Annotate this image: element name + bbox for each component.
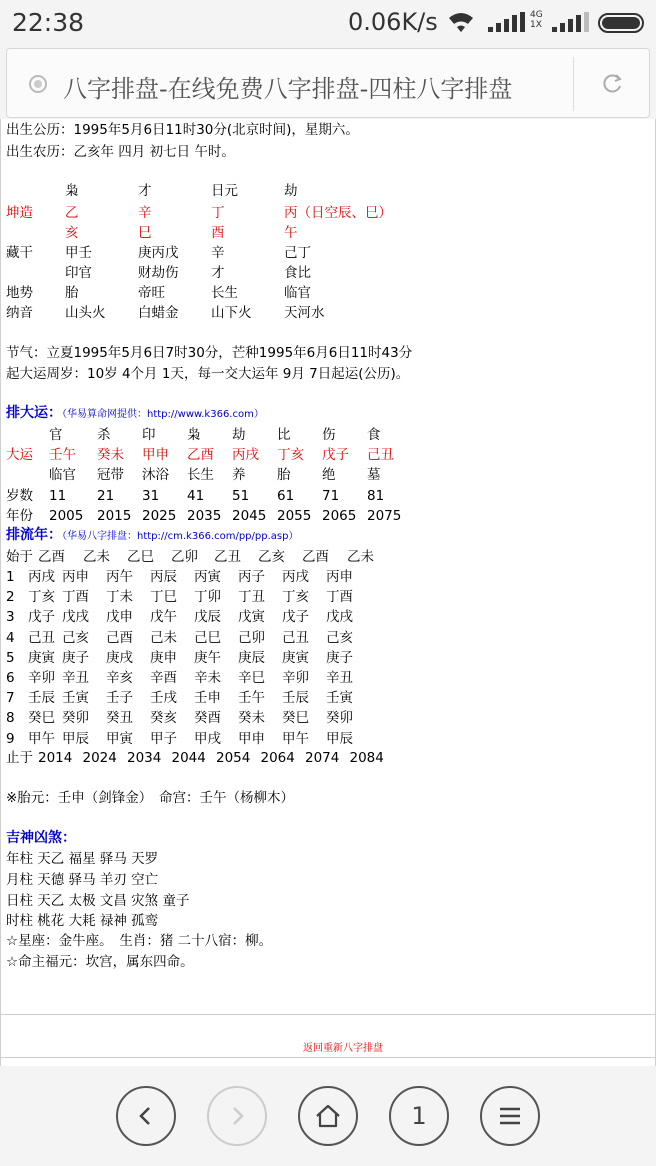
dayun-god-cell: 印 (142, 427, 156, 443)
dayun-stage-cell: 养 (232, 467, 246, 483)
liunian-cell: 庚申 (150, 649, 177, 666)
status-icons (446, 10, 646, 36)
liunian-end-label: 止于 (6, 750, 33, 766)
chart-branch: 酉 (211, 225, 225, 241)
chart-stem: 丙（日空辰、巳） (284, 205, 392, 221)
terrain: 帝旺 (138, 285, 165, 301)
liunian-cell: 壬辰 (282, 690, 309, 707)
liunian-cell: 壬申 (194, 690, 221, 707)
status-time: 22:38 (12, 8, 85, 37)
hidden-god: 才 (211, 265, 225, 281)
dayun-pillar-cell: 癸未 (97, 447, 124, 463)
nayin-label: 纳音 (6, 305, 33, 321)
liunian-end-cell: 2024 (82, 750, 117, 766)
liunian-start-cell: 乙巳 (127, 549, 154, 565)
liunian-cell: 甲子 (150, 730, 177, 747)
dayun-age-cell: 71 (322, 488, 340, 504)
birth-solar: 出生公历：1995年5月6日11时30分(北京时间)，星期六。 (6, 122, 359, 138)
ming-gua: ☆命主福元：坎宫，属东四命。 (6, 954, 194, 970)
liunian-cell: 甲午 (282, 730, 309, 747)
dayun-year-cell: 2075 (367, 508, 402, 524)
liunian-cell: 庚戌 (106, 649, 133, 666)
liunian-cell: 甲寅 (106, 730, 133, 747)
forward-button[interactable] (207, 1086, 267, 1146)
dayun-god-cell: 官 (49, 427, 63, 443)
chart-stem: 丁 (211, 205, 225, 221)
dayun-title: 排大运： (6, 405, 62, 421)
liunian-end-cell: 2084 (349, 750, 384, 766)
dayun-god-cell: 枭 (187, 427, 201, 443)
liunian-cell: 戊戌 (326, 609, 353, 626)
divider (1, 1057, 656, 1058)
shensha-title: 吉神凶煞： (6, 830, 76, 846)
nayin: 白蜡金 (138, 305, 179, 321)
dayun-god-cell: 比 (277, 427, 291, 443)
home-button[interactable] (298, 1086, 358, 1146)
dayun-pillar-cell: 戊子 (322, 447, 349, 463)
hidden-god: 食比 (284, 265, 311, 281)
back-to-chart-link[interactable]: 返回重新八字排盘 (303, 1043, 383, 1054)
chart-god: 劫 (284, 183, 298, 199)
menu-icon (498, 1106, 522, 1126)
signal-icon (488, 12, 528, 34)
liunian-title: 排流年： (6, 527, 62, 543)
dayun-label: 大运 (6, 447, 33, 463)
shensha-row: 月柱 天德 驿马 羊刃 空亡 (6, 872, 159, 888)
liunian-row-number: 9 (6, 730, 15, 747)
liunian-row-number: 7 (6, 690, 15, 707)
dayun-age-cell: 41 (187, 488, 205, 504)
liunian-row-number: 4 (6, 629, 15, 646)
dayun-god-cell: 杀 (97, 427, 111, 443)
liunian-cell: 己丑 (28, 629, 55, 646)
liunian-row-number: 6 (6, 670, 15, 686)
solar-terms: 节气：立夏1995年5月6日7时30分，芒种1995年6月6日11时43分 (6, 345, 413, 361)
dayun-god-cell: 伤 (322, 427, 336, 443)
liunian-cell: 戊申 (106, 609, 133, 626)
hidden-stem: 辛 (211, 245, 225, 261)
dayun-pillar-cell: 丁亥 (277, 447, 304, 463)
liunian-cell: 丙寅 (194, 569, 221, 585)
liunian-cell: 癸巳 (282, 710, 309, 727)
nayin: 山头火 (65, 305, 106, 321)
liunian-cell: 辛丑 (62, 670, 89, 686)
chart-branch: 午 (284, 225, 298, 241)
divider (573, 57, 574, 111)
battery-icon (598, 13, 644, 33)
liunian-cell: 辛未 (194, 670, 221, 686)
liunian-start-cell: 乙亥 (258, 549, 285, 565)
wifi-icon (446, 10, 476, 34)
liunian-cell: 甲戌 (194, 730, 221, 747)
liunian-cell: 甲申 (238, 730, 265, 747)
back-icon (134, 1104, 158, 1128)
liunian-cell: 丁丑 (238, 589, 265, 606)
liunian-cell: 辛丑 (326, 670, 353, 686)
liunian-cell: 庚子 (62, 649, 89, 666)
dayun-stage-cell: 墓 (367, 467, 381, 483)
shensha-row: 时柱 桃花 大耗 禄神 孤鸾 (6, 913, 159, 929)
birth-lunar: 出生农历：乙亥年 四月 初七日 午时。 (6, 144, 235, 160)
hidden-god: 印官 (65, 265, 92, 281)
luck-start: 起大运周岁：10岁 4个月 1天，每一交大运年 9月 7日起运(公历)。 (6, 366, 410, 382)
liunian-provider-link[interactable]: （华易八字排盘：http://cm.k366.com/pp/pp.asp） (62, 531, 299, 542)
browser-bottom-nav (0, 1066, 656, 1166)
liunian-cell: 丙戌 (282, 569, 309, 585)
liunian-cell: 壬子 (106, 690, 133, 707)
dayun-age-cell: 51 (232, 488, 250, 504)
liunian-cell: 丁酉 (62, 589, 89, 606)
liunian-row-number: 3 (6, 609, 15, 626)
liunian-cell: 丁酉 (326, 589, 353, 606)
liunian-cell: 庚寅 (282, 649, 309, 666)
liunian-cell: 壬辰 (28, 690, 55, 707)
liunian-cell: 丙申 (62, 569, 89, 585)
liunian-cell: 辛巳 (238, 670, 265, 686)
liunian-start-cell: 乙酉 (302, 549, 329, 565)
terrain: 长生 (211, 285, 238, 301)
liunian-cell: 癸未 (238, 710, 265, 727)
liunian-cell: 壬戌 (150, 690, 177, 707)
liunian-row-number: 2 (6, 589, 15, 606)
liunian-cell: 己卯 (238, 629, 265, 646)
dayun-stage-cell: 绝 (322, 467, 336, 483)
liunian-start-cell: 乙卯 (171, 549, 198, 565)
liunian-cell: 甲午 (28, 730, 55, 747)
divider (1, 1014, 656, 1015)
terrain-label: 地势 (6, 285, 33, 301)
liunian-cell: 己亥 (62, 629, 89, 646)
dayun-age-cell: 11 (49, 488, 67, 504)
network-type: 4G 1X (530, 10, 543, 30)
hidden-god: 财劫伤 (138, 265, 179, 281)
dayun-year-cell: 2005 (49, 508, 84, 524)
liunian-cell: 丁亥 (28, 589, 55, 606)
network-speed: 0.06K/s (348, 8, 438, 36)
terrain: 胎 (65, 285, 79, 301)
page-content (0, 119, 656, 1066)
liunian-cell: 癸丑 (106, 710, 133, 727)
globe-icon (29, 75, 47, 93)
dayun-age-cell: 61 (277, 488, 295, 504)
liunian-cell: 丁卯 (194, 589, 221, 606)
forward-icon (225, 1104, 249, 1128)
liunian-cell: 己亥 (326, 629, 353, 646)
liunian-cell: 庚辰 (238, 649, 265, 666)
dayun-pillar-cell: 丙戌 (232, 447, 259, 463)
dayun-year-cell: 2055 (277, 508, 312, 524)
liunian-cell: 丙辰 (150, 569, 177, 585)
dayun-stage-cell: 冠带 (97, 467, 124, 483)
liunian-cell: 庚午 (194, 649, 221, 666)
liunian-row-number: 5 (6, 649, 15, 666)
chart-god: 才 (138, 183, 152, 199)
liunian-row-number: 8 (6, 710, 15, 727)
dayun-age-cell: 21 (97, 488, 115, 504)
dayun-age-cell: 81 (367, 488, 385, 504)
liunian-cell: 戊子 (28, 609, 55, 626)
chart-branch: 巳 (138, 225, 152, 241)
hidden-stem: 己丁 (284, 245, 311, 261)
liunian-start-cell: 乙丑 (214, 549, 241, 565)
dayun-provider-link[interactable]: （华易算命网提供：http://www.k366.com） (62, 409, 264, 420)
liunian-cell: 壬寅 (62, 690, 89, 707)
liunian-end-cell: 2054 (216, 750, 251, 766)
taiyuan: ※胎元：壬申（剑锋金） 命宫：壬午（杨柳木） (6, 790, 295, 806)
page-title[interactable]: 八字排盘-在线免费八字排盘-四柱八字排盘 (63, 75, 513, 103)
dayun-year-cell: 2035 (187, 508, 222, 524)
liunian-cell: 壬寅 (326, 690, 353, 707)
liunian-cell: 庚寅 (28, 649, 55, 666)
liunian-end-cell: 2034 (127, 750, 162, 766)
liunian-start-cell: 乙未 (83, 549, 110, 565)
address-bar[interactable] (6, 48, 650, 118)
liunian-cell: 戊寅 (238, 609, 265, 626)
liunian-cell: 己巳 (194, 629, 221, 646)
liunian-cell: 庚子 (326, 649, 353, 666)
liunian-cell: 甲辰 (326, 730, 353, 747)
liunian-row-number: 1 (6, 569, 15, 585)
liunian-start-cell: 乙未 (347, 549, 374, 565)
liunian-cell: 甲辰 (62, 730, 89, 747)
shensha-row: 日柱 天乙 太极 文昌 灾煞 童子 (6, 893, 190, 909)
dayun-god-cell: 食 (367, 427, 381, 443)
back-button[interactable] (116, 1086, 176, 1146)
home-icon (314, 1103, 342, 1129)
liunian-cell: 辛亥 (106, 670, 133, 686)
dayun-stage-cell: 沐浴 (142, 467, 169, 483)
tabs-button[interactable] (389, 1086, 449, 1146)
refresh-icon[interactable] (599, 71, 625, 97)
chart-god: 枭 (65, 183, 79, 199)
liunian-cell: 己酉 (106, 629, 133, 646)
dayun-stage-cell: 胎 (277, 467, 291, 483)
liunian-cell: 丙戌 (28, 569, 55, 585)
hidden-stem: 甲壬 (65, 245, 92, 261)
hidden-label: 藏干 (6, 245, 33, 261)
dayun-god-cell: 劫 (232, 427, 246, 443)
liunian-cell: 丁亥 (282, 589, 309, 606)
dayun-stage-cell: 长生 (187, 467, 214, 483)
dayun-pillar-cell: 乙酉 (187, 447, 214, 463)
liunian-cell: 戊子 (282, 609, 309, 626)
terrain: 临官 (284, 285, 311, 301)
dayun-age-label: 岁数 (6, 488, 33, 504)
dayun-age-cell: 31 (142, 488, 160, 504)
liunian-end-cell: 2014 (38, 750, 73, 766)
star-sign: ☆星座：金牛座。 生肖：猪 二十八宿：柳。 (6, 933, 273, 949)
chart-branch: 亥 (65, 225, 79, 241)
dayun-stage-cell: 临官 (49, 467, 76, 483)
liunian-cell: 丙子 (238, 569, 265, 585)
page-count: 1 (411, 1102, 427, 1130)
gender-label: 坤造 (6, 205, 33, 221)
menu-button[interactable] (480, 1086, 540, 1146)
liunian-cell: 癸巳 (28, 710, 55, 727)
dayun-pillar-cell: 壬午 (49, 447, 76, 463)
dayun-pillar-cell: 甲申 (142, 447, 169, 463)
liunian-cell: 癸酉 (194, 710, 221, 727)
liunian-cell: 辛卯 (28, 670, 55, 686)
dayun-pillar-cell: 己丑 (367, 447, 394, 463)
chart-stem: 乙 (65, 205, 79, 221)
liunian-cell: 癸亥 (150, 710, 177, 727)
liunian-cell: 己未 (150, 629, 177, 646)
liunian-cell: 戊戌 (62, 609, 89, 626)
liunian-end-cell: 2044 (171, 750, 206, 766)
liunian-cell: 辛酉 (150, 670, 177, 686)
liunian-cell: 癸卯 (62, 710, 89, 727)
signal-icon (552, 12, 592, 34)
liunian-start-cell: 乙酉 (38, 549, 65, 565)
nayin: 山下火 (211, 305, 252, 321)
liunian-cell: 戊辰 (194, 609, 221, 626)
liunian-cell: 丙申 (326, 569, 353, 585)
dayun-year-label: 年份 (6, 508, 33, 524)
liunian-cell: 戊午 (150, 609, 177, 626)
chart-stem: 辛 (138, 205, 152, 221)
liunian-start-label: 始于 (6, 549, 33, 565)
hidden-stem: 庚丙戊 (138, 245, 179, 261)
liunian-end-cell: 2064 (260, 750, 295, 766)
dayun-year-cell: 2025 (142, 508, 177, 524)
dayun-year-cell: 2015 (97, 508, 132, 524)
chart-god: 日元 (211, 183, 238, 199)
liunian-cell: 丁未 (106, 589, 133, 606)
status-bar (0, 0, 656, 44)
liunian-cell: 癸卯 (326, 710, 353, 727)
liunian-cell: 丙午 (106, 569, 133, 585)
liunian-cell: 辛卯 (282, 670, 309, 686)
shensha-row: 年柱 天乙 福星 驿马 天罗 (6, 851, 159, 867)
dayun-year-cell: 2045 (232, 508, 267, 524)
liunian-cell: 壬午 (238, 690, 265, 707)
nayin: 天河水 (284, 305, 325, 321)
dayun-year-cell: 2065 (322, 508, 357, 524)
liunian-cell: 丁巳 (150, 589, 177, 606)
liunian-cell: 己丑 (282, 629, 309, 646)
liunian-end-cell: 2074 (305, 750, 340, 766)
